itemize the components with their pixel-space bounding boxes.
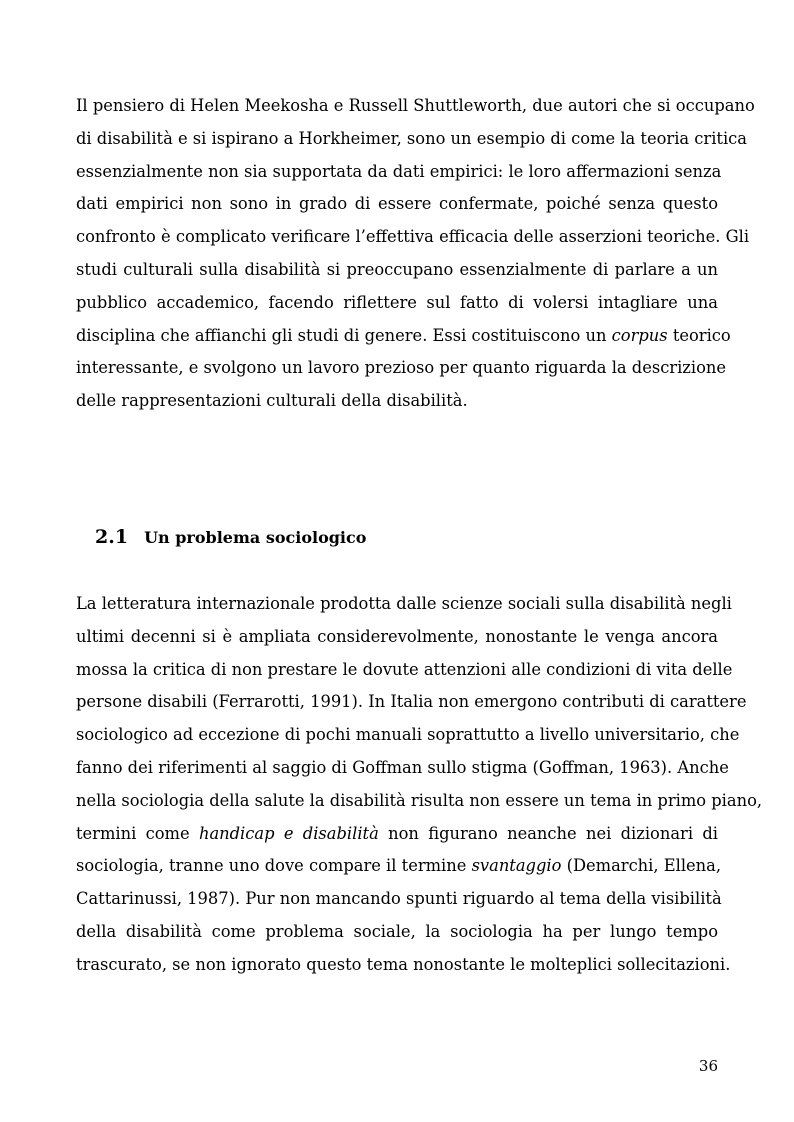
text-line: confronto è complicato verificare l’effettiva efficacia delle asserzioni teoriche. Gli — [76, 227, 750, 247]
body-paragraph-1 — [76, 90, 755, 418]
text-line: persone disabili (Ferrarotti, 1991). In Italia non emergono contributi di carattere — [76, 692, 747, 712]
text-line: essenzialmente non sia supportata da dati empirici: le loro affermazioni senza — [76, 161, 722, 181]
text-line: nella sociologia della salute la disabilità risulta non essere un tema in primo piano, — [76, 790, 763, 810]
text-line: mossa la critica di non prestare le dovute attenzioni alle condizioni di vita delle — [76, 659, 733, 679]
text-line — [76, 818, 718, 851]
text-line — [76, 850, 722, 883]
italic-term: corpus — [611, 325, 668, 345]
italic-term: svantaggio — [471, 856, 562, 876]
text-line: Il pensiero di Helen Meekosha e Russell Shuttleworth, due autori che si occupano — [76, 96, 755, 115]
text-line: ultimi decenni si è ampliata considerevolmente, nonostante le venga ancora — [76, 626, 718, 646]
text-line: di disabilità e si ispirano a Horkheimer, sono un esempio di come la teoria critica — [76, 128, 747, 148]
text-line: pubblico accademico, facendo riflettere sul fatto di volersi intagliare una — [76, 292, 718, 312]
text-line: della disabilità come problema sociale, la sociologia ha per lungo tempo — [76, 921, 718, 941]
text-segment: termini come — [76, 823, 199, 843]
text-line: dati empirici non sono in grado di essere confermate, poiché senza questo — [76, 194, 718, 214]
section-heading — [95, 520, 366, 549]
text-line: La letteratura internazionale prodotta dalle scienze sociali sulla disabilità negli — [76, 594, 732, 613]
text-segment: non figurano neanche nei dizionari di — [378, 823, 718, 843]
text-segment: sociologia, tranne uno dove compare il termine — [76, 856, 472, 876]
text-line: trascurato, se non ignorato questo tema nonostante le molteplici sollecitazioni. — [76, 954, 731, 974]
text-line: studi culturali sulla disabilità si preoccupano essenzialmente di parlare a un — [76, 259, 718, 279]
section-number: 2.1 — [95, 526, 129, 548]
text-segment: (Demarchi, Ellena, — [561, 856, 722, 876]
text-line: Cattarinussi, 1987). Pur non mancando spunti riguardo al tema della visibilità — [76, 889, 722, 909]
text-segment: teorico — [667, 325, 731, 345]
section-title: Un problema sociologico — [144, 528, 367, 547]
text-segment: disciplina che affianchi gli studi di genere. Essi costituiscono un — [76, 325, 612, 345]
text-line: interessante, e svolgono un lavoro prezioso per quanto riguarda la descrizione — [76, 358, 727, 378]
text-line: sociologico ad eccezione di pochi manuali soprattutto a livello universitario, che — [76, 725, 740, 745]
text-line: delle rappresentazioni culturali della disabilità. — [76, 391, 468, 411]
italic-term: handicap e disabilità — [198, 823, 379, 843]
text-line: fanno dei riferimenti al saggio di Goffman sullo stigma (Goffman, 1963). Anche — [76, 757, 729, 777]
page-number: 36 — [698, 1057, 718, 1075]
body-paragraph-2 — [76, 588, 763, 982]
text-line — [76, 320, 731, 353]
